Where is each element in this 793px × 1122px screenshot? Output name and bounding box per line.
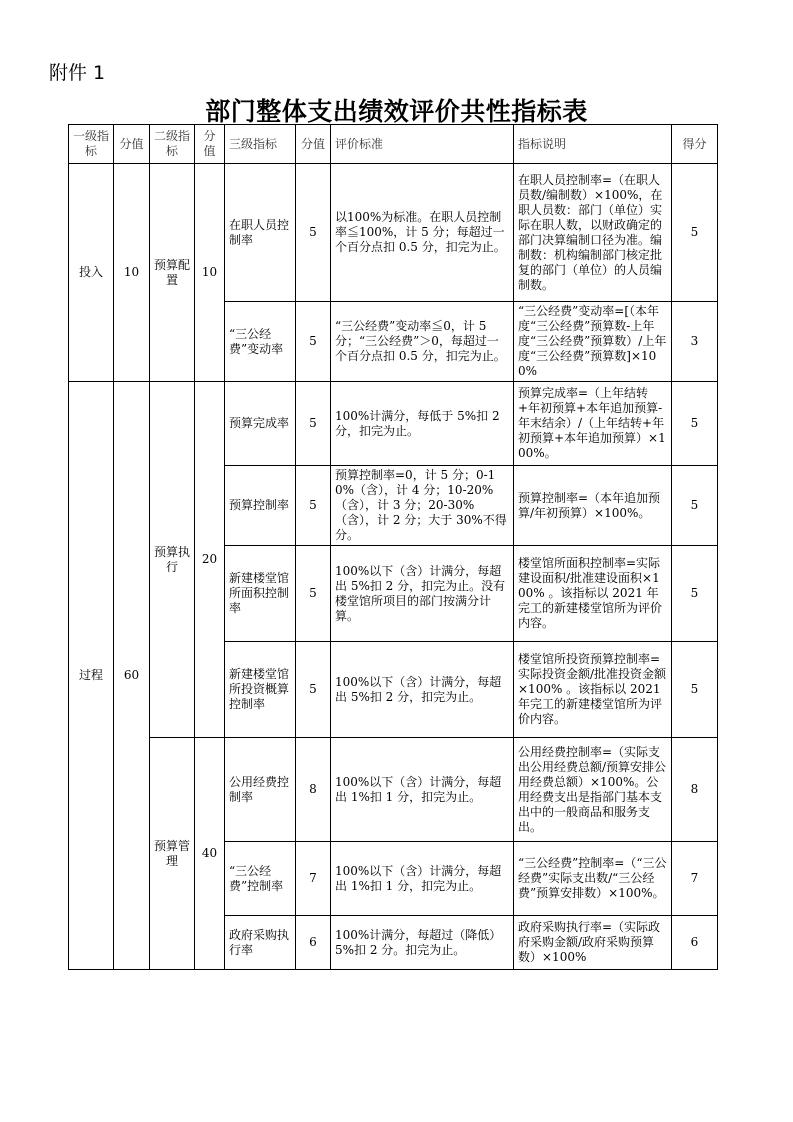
level2-cell: 预算管理 [150,738,195,970]
header-level3: 三级指标 [225,125,296,164]
table-row [69,164,718,302]
level1-cell: 投入 [69,164,114,382]
level3-score-cell: 5 [296,382,331,466]
level1-score-cell: 60 [114,382,150,970]
page-title: 部门整体支出绩效评价共性指标表 [205,97,588,126]
level2-score-cell: 10 [195,164,225,382]
level3-cell: 预算控制率 [225,466,296,546]
criteria-cell: 100%计满分，每低于 5%扣 2 分，扣完为止。 [331,382,514,466]
level2-cell: 预算配置 [150,164,195,382]
level3-score-cell: 7 [296,842,331,916]
points-cell: 5 [672,642,718,738]
header-explanation: 指标说明 [514,125,672,164]
level3-cell: 新建楼堂馆所投资概算控制率 [225,642,296,738]
criteria-cell: 以100%为标准。在职人员控制率≦100%，计 5 分；每超过一个百分点扣 0.5 分，扣完为止。 [331,164,514,302]
criteria-cell: 100%计满分，每超过（降低）5%扣 2 分。扣完为止。 [331,916,514,970]
level3-cell: 在职人员控制率 [225,164,296,302]
level2-score-cell: 40 [195,738,225,970]
level3-cell: 公用经费控制率 [225,738,296,842]
level3-score-cell: 6 [296,916,331,970]
points-cell: 6 [672,916,718,970]
criteria-cell: 预算控制率=0，计 5 分；0-10%（含），计 4 分；10-20%（含），计 3 分；20-30%（含），计 2 分；大于 30%不得分。 [331,466,514,546]
criteria-cell: 100%以下（含）计满分，每超出 5%扣 2 分，扣完为止。没有楼堂馆所项目的部门按满分计算。 [331,546,514,642]
level1-score-cell: 10 [114,164,150,382]
attachment-label: 附件 1 [49,62,106,84]
criteria-cell: 100%以下（含）计满分，每超出 5%扣 2 分，扣完为止。 [331,642,514,738]
points-cell: 5 [672,466,718,546]
explanation-cell: 预算完成率=（上年结转+年初预算+本年追加预算-年末结余）/（上年结转+年初预算+本年追加预算）×100%。 [514,382,672,466]
level3-score-cell: 5 [296,164,331,302]
level3-score-cell: 8 [296,738,331,842]
level3-cell: 预算完成率 [225,382,296,466]
explanation-cell: 政府采购执行率=（实际政府采购金额/政府采购预算数）×100% [514,916,672,970]
points-cell: 5 [672,546,718,642]
table-header-row [69,125,718,164]
table-row [69,738,718,842]
header-points: 得分 [672,125,718,164]
level2-score-cell: 20 [195,382,225,738]
indicator-table [68,124,718,970]
table-row [69,382,718,466]
criteria-cell: 100%以下（含）计满分，每超出 1%扣 1 分，扣完为止。 [331,842,514,916]
level3-cell: 政府采购执行率 [225,916,296,970]
header-level2-score: 分值 [195,125,225,164]
header-level2: 二级指标 [150,125,195,164]
header-level1: 一级指标 [69,125,114,164]
points-cell: 7 [672,842,718,916]
level3-score-cell: 5 [296,466,331,546]
level1-cell: 过程 [69,382,114,970]
points-cell: 3 [672,302,718,382]
header-level1-score: 分值 [114,125,150,164]
criteria-cell: “三公经费”变动率≦0，计 5 分；“三公经费”＞0，每超过一个百分点扣 0.5 分，扣完为止。 [331,302,514,382]
level3-cell: “三公经费”变动率 [225,302,296,382]
points-cell: 5 [672,382,718,466]
level3-cell: 新建楼堂馆所面积控制率 [225,546,296,642]
points-cell: 8 [672,738,718,842]
header-level3-score: 分值 [296,125,331,164]
explanation-cell: “三公经费”变动率=[（本年度“三公经费”预算数-上年度“三公经费”预算数）/上年度“三公经费”预算数]×100% [514,302,672,382]
explanation-cell: 预算控制率=（本年追加预算/年初预算）×100%。 [514,466,672,546]
explanation-cell: 楼堂馆所投资预算控制率=实际投资金额/批准投资金额×100% 。该指标以 2021 年完工的新建楼堂馆所为评价内容。 [514,642,672,738]
level2-cell: 预算执行 [150,382,195,738]
level3-cell: “三公经费”控制率 [225,842,296,916]
points-cell: 5 [672,164,718,302]
explanation-cell: “三公经费”控制率=（“三公经费”实际支出数/“三公经费”预算安排数）×100%。 [514,842,672,916]
header-criteria: 评价标准 [331,125,514,164]
explanation-cell: 公用经费控制率=（实际支出公用经费总额/预算安排公用经费总额）×100%。公用经费支出是指部门基本支出中的一般商品和服务支出。 [514,738,672,842]
criteria-cell: 100%以下（含）计满分，每超出 1%扣 1 分，扣完为止。 [331,738,514,842]
explanation-cell: 楼堂馆所面积控制率=实际建设面积/批准建设面积×100% 。该指标以 2021 年完工的新建楼堂馆所为评价内容。 [514,546,672,642]
level3-score-cell: 5 [296,546,331,642]
explanation-cell: 在职人员控制率=（在职人员数/编制数）×100%，在职人员数：部门（单位）实际在职人数，以财政确定的部门决算编制口径为准。编制数：机构编制部门核定批复的部门（单位）的人员编制数。 [514,164,672,302]
level3-score-cell: 5 [296,302,331,382]
level3-score-cell: 5 [296,642,331,738]
